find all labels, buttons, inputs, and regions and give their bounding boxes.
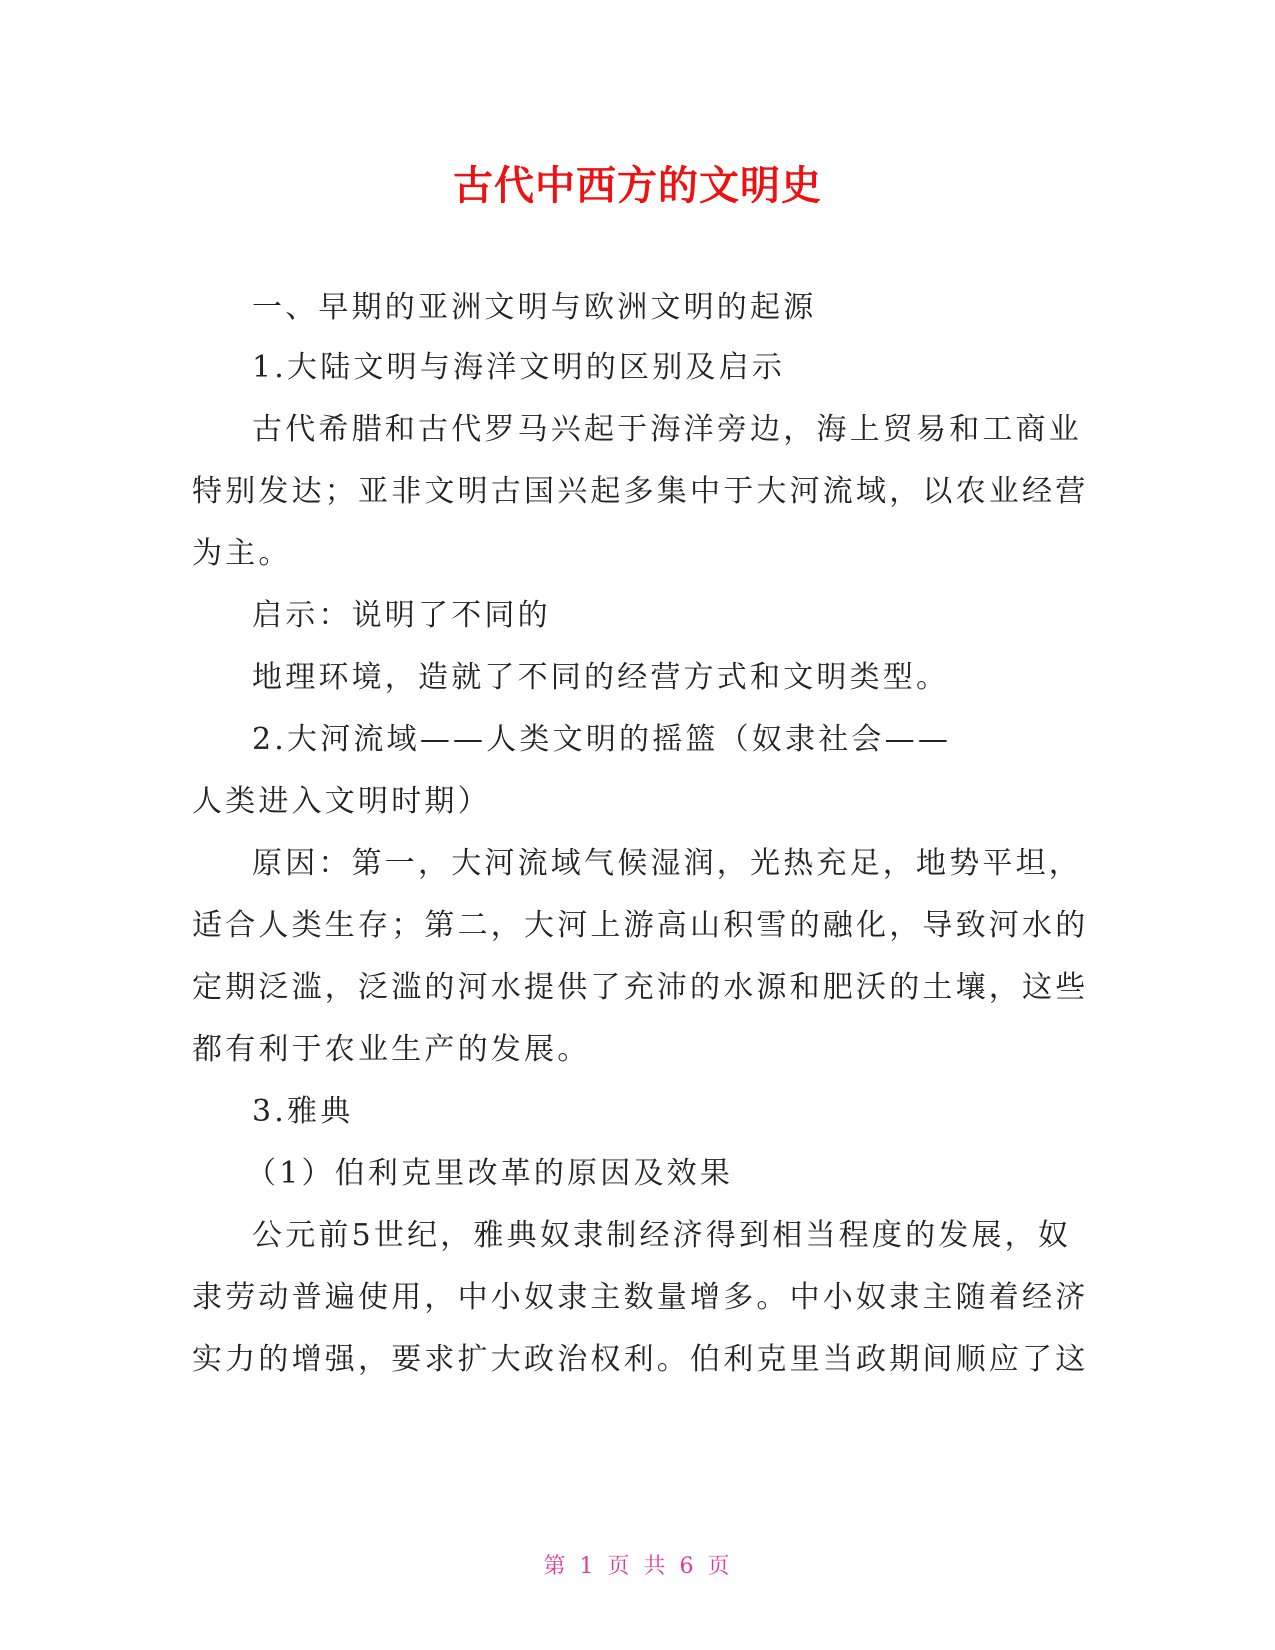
- paragraph-line: 适合人类生存；第二，大河上游高山积雪的融化，导致河水的: [192, 908, 1089, 943]
- total-unit-label: 页: [707, 1554, 732, 1579]
- paragraph-line: 地理环境，造就了不同的经营方式和文明类型。: [252, 660, 950, 695]
- page-label: 第: [543, 1554, 568, 1579]
- subsection-heading: 1.大陆文明与海洋文明的区别及启示: [252, 350, 786, 385]
- paragraph-line: 古代希腊和古代罗马兴起于海洋旁边，海上贸易和工商业: [252, 412, 1082, 447]
- paragraph-line: 定期泛滥，泛滥的河水提供了充沛的水源和肥沃的土壤，这些: [192, 970, 1089, 1005]
- paragraph-line: 隶劳动普遍使用，中小奴隶主数量增多。中小奴隶主随着经济: [192, 1280, 1089, 1315]
- subsection-heading: 3.雅典: [252, 1094, 354, 1129]
- paragraph-line: 都有利于农业生产的发展。: [192, 1032, 591, 1067]
- paragraph-line: 公元前5世纪，雅典奴隶制经济得到相当程度的发展，奴: [252, 1218, 1072, 1253]
- paragraph-line: 原因：第一，大河流域气候湿润，光热充足，地势平坦，: [252, 846, 1082, 881]
- paragraph-line: 实力的增强，要求扩大政治权利。伯利克里当政期间顺应了这: [192, 1342, 1089, 1377]
- subsection-heading-continued: 人类进入文明时期）: [192, 784, 491, 819]
- paragraph-line: 特别发达；亚非文明古国兴起多集中于大河流域，以农业经营: [192, 474, 1089, 509]
- page-unit-label: 页: [607, 1554, 632, 1579]
- page-footer: [0, 1552, 1275, 1582]
- subsection-heading: 2.大河流域——人类文明的摇篮（奴隶社会——: [252, 722, 952, 757]
- total-label: 共: [643, 1554, 668, 1579]
- subsection-heading: （1）伯利克里改革的原因及效果: [246, 1156, 734, 1191]
- paragraph-line: 为主。: [192, 536, 292, 571]
- section-heading: 一、早期的亚洲文明与欧洲文明的起源: [252, 290, 817, 325]
- total-pages-number: 6: [679, 1554, 696, 1579]
- current-page-number: 1: [579, 1554, 596, 1579]
- document-title: 古代中西方的文明史: [453, 163, 822, 209]
- paragraph-line: 启示：说明了不同的: [252, 598, 551, 633]
